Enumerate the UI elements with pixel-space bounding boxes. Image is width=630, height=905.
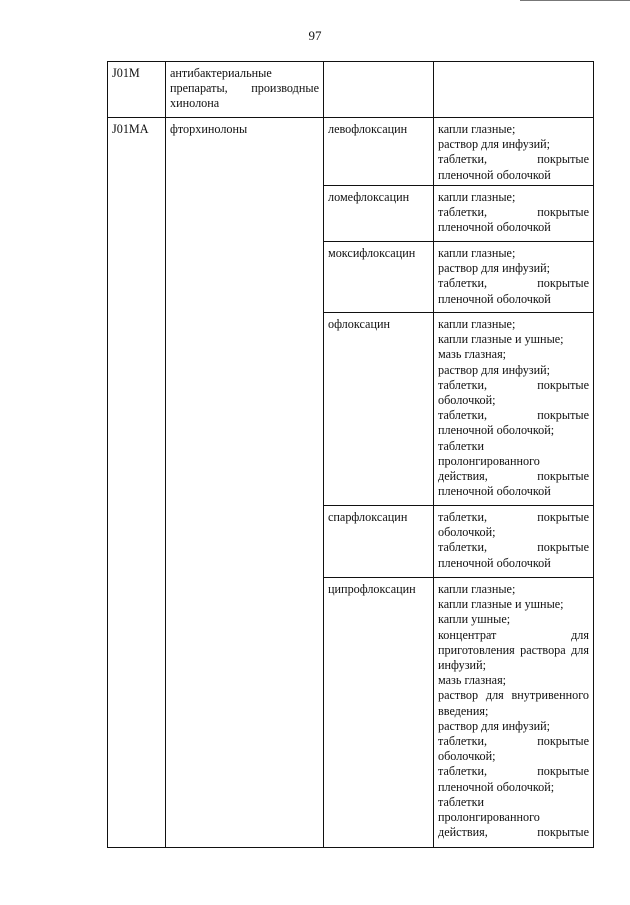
dosage-form-line: таблетки, покрытые — [438, 510, 589, 524]
drug-forms-cell — [434, 242, 594, 313]
drug-name-cell — [324, 313, 434, 506]
drug-name: спарфлоксацин — [328, 510, 408, 524]
group-name-line: препараты, производные — [170, 81, 319, 96]
dosage-form-line: пленочной оболочкой — [438, 555, 551, 570]
dosage-form-line: таблетки, покрытые — [438, 152, 589, 167]
group-name-line: хинолона — [170, 96, 220, 111]
drug-forms-cell — [434, 506, 594, 578]
subgroup-code-cell — [108, 118, 166, 848]
drug-forms-cell — [434, 62, 594, 118]
dosage-form-line: раствор для инфузий; — [438, 137, 551, 152]
drug-name: ципрофлоксацин — [328, 582, 416, 596]
dosage-forms — [438, 246, 589, 307]
drug-forms-cell — [434, 578, 594, 848]
group-name — [170, 66, 319, 112]
dosage-form-line: мазь глазная; — [438, 673, 507, 688]
dosage-form-line: таблетки, покрытые — [438, 734, 589, 749]
subgroup-name: фторхинолоны — [170, 122, 248, 136]
dosage-form-line: пролонгированного — [438, 810, 540, 825]
dosage-form-line: капли глазные; — [438, 190, 516, 204]
drug-name-cell — [324, 506, 434, 578]
group-name-line: антибактериальные — [170, 66, 272, 80]
atc-code: J01M — [112, 66, 140, 80]
drug-classification-table — [107, 61, 594, 848]
dosage-form-line: мазь глазная; — [438, 347, 507, 362]
dosage-form-line: оболочкой; — [438, 749, 496, 764]
dosage-form-line: раствор для внутривенного — [438, 688, 589, 703]
drug-name-cell — [324, 62, 434, 118]
drug-name-cell — [324, 578, 434, 848]
drug-name-cell — [324, 186, 434, 242]
group-name-cell — [166, 62, 324, 118]
dosage-form-line: оболочкой; — [438, 525, 496, 540]
dosage-form-line: таблетки, покрытые — [438, 377, 589, 392]
dosage-form-line: пленочной оболочкой — [438, 291, 551, 306]
header-rule — [520, 0, 630, 1]
dosage-form-line: таблетки, покрытые — [438, 540, 589, 555]
drug-name: ломефлоксацин — [328, 190, 410, 204]
dosage-form-line: таблетки, покрытые — [438, 764, 589, 779]
drug-name: офлоксацин — [328, 317, 391, 331]
drug-forms-cell — [434, 186, 594, 242]
dosage-form-line: капли глазные; — [438, 317, 516, 331]
page-number: 97 — [308, 28, 322, 43]
dosage-forms — [438, 122, 589, 183]
drug-name-cell — [324, 118, 434, 186]
group-code-cell — [108, 62, 166, 118]
dosage-forms — [438, 317, 589, 499]
dosage-form-line: инфузий; — [438, 658, 486, 673]
dosage-form-line: пленочной оболочкой — [438, 484, 551, 499]
dosage-form-line: капли глазные и ушные; — [438, 597, 564, 612]
dosage-form-line: раствор для инфузий; — [438, 362, 551, 377]
drug-name: левофлоксацин — [328, 122, 408, 136]
dosage-form-line: капли глазные и ушные; — [438, 332, 564, 347]
dosage-form-line: действия, покрытые — [438, 825, 589, 840]
dosage-form-line: капли глазные; — [438, 582, 516, 596]
dosage-forms — [438, 510, 589, 571]
dosage-forms — [438, 582, 589, 840]
dosage-form-line: таблетки, покрытые — [438, 205, 589, 220]
dosage-form-line: пленочной оболочкой — [438, 167, 551, 182]
dosage-form-line: капли глазные; — [438, 246, 516, 260]
dosage-form-line: введения; — [438, 703, 489, 718]
dosage-forms — [438, 190, 589, 236]
dosage-form-line: таблетки — [438, 794, 485, 809]
dosage-form-line: приготовления раствора для — [438, 642, 589, 657]
dosage-form-line: таблетки — [438, 438, 485, 453]
dosage-form-line: капли глазные; — [438, 122, 516, 136]
drug-forms-cell — [434, 313, 594, 506]
table-row — [108, 118, 594, 186]
drug-name: моксифлоксацин — [328, 246, 416, 260]
dosage-form-line: раствор для инфузий; — [438, 261, 551, 276]
dosage-form-line: пленочной оболочкой; — [438, 779, 555, 794]
dosage-form-line: капли ушные; — [438, 612, 511, 627]
atc-code: J01MA — [112, 122, 149, 136]
dosage-form-line: раствор для инфузий; — [438, 718, 551, 733]
dosage-form-line: концентрат для — [438, 627, 589, 642]
dosage-form-line: таблетки, покрытые — [438, 408, 589, 423]
dosage-form-line: таблетки, покрытые — [438, 276, 589, 291]
subgroup-name-cell — [166, 118, 324, 848]
dosage-form-line: действия, покрытые — [438, 469, 589, 484]
dosage-form-line: пленочной оболочкой — [438, 220, 551, 235]
dosage-form-line: оболочкой; — [438, 393, 496, 408]
drug-name-cell — [324, 242, 434, 313]
table-row-group — [108, 62, 594, 118]
drug-forms-cell — [434, 118, 594, 186]
dosage-form-line: пролонгированного — [438, 453, 540, 468]
dosage-form-line: пленочной оболочкой; — [438, 423, 555, 438]
